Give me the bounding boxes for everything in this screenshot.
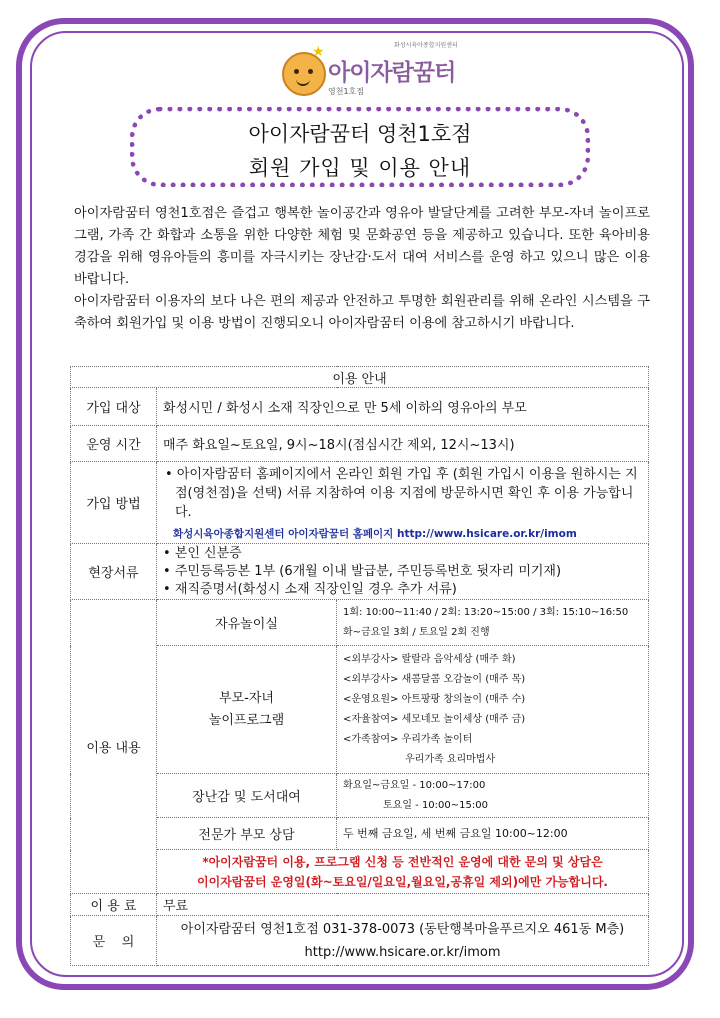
docs-item: • 재직증명서(화성시 소재 직장인일 경우 추가 서류) bbox=[163, 581, 457, 597]
fee-label: 이 용 료 bbox=[71, 894, 157, 916]
contact-cell bbox=[157, 916, 649, 966]
rental-label: 장난감 및 도서대여 bbox=[157, 774, 337, 818]
fee-value: 무료 bbox=[157, 894, 649, 916]
title-line-2: 회원 가입 및 이용 안내 bbox=[248, 156, 472, 180]
usage-label: 이용 내용 bbox=[71, 600, 157, 894]
program-label: 부모-자녀 놀이프로그램 bbox=[157, 646, 337, 774]
intro-text bbox=[74, 203, 650, 335]
docs-item: • 주민등록등본 1부 (6개월 이내 발급분, 주민등록번호 뒷자리 미기재) bbox=[163, 563, 562, 579]
title-line-1: 아이자람꿈터 영천1호점 bbox=[248, 122, 472, 146]
join-label: 가입 방법 bbox=[71, 462, 157, 544]
contact-value: 아이자람꿈터 영천1호점 031-378-0073 (동탄행복마을푸르지오 461동 M층) bbox=[180, 921, 625, 937]
notice: *아이자람꿈터 이용, 프로그램 신청 등 전반적인 운영에 대한 문의 및 상담은 이이자람꿈터 운영일(화~토요일/일요일,월요일,공휴일 제외)에만 가능합니다. bbox=[157, 850, 649, 894]
logo-tagline: 화성시육아종합지원센터 bbox=[394, 42, 458, 49]
logo-name: 아이자람꿈터 bbox=[328, 60, 456, 86]
logo bbox=[278, 40, 468, 102]
hours-value: 매주 화요일~토요일, 9시~18시(점심시간 제외, 12시~13시) bbox=[157, 426, 649, 462]
join-link[interactable]: 화성시육아종합지원센터 아이자람꿈터 홈페이지 http://www.hsicare.or.kr/imom bbox=[173, 527, 577, 540]
program-detail: <외부강사> 랄랄라 음악세상 (매주 화) <외부강사> 새콤달콤 오감놀이 (매주 목) <운영요원> 아트팡팡 창의놀이 (매주 수) <자율참여> 세모네모 놀이세상 (매주 금) <가족참여> 우리가족 놀이터 우리가족 요리마법사 bbox=[337, 646, 649, 774]
title-box bbox=[130, 107, 590, 187]
target-label: 가입 대상 bbox=[71, 388, 157, 426]
star-icon: ★ bbox=[312, 44, 325, 60]
rental-detail: 화요일~금요일 - 10:00~17:00 토요일 - 10:00~15:00 bbox=[337, 774, 649, 818]
info-table bbox=[70, 366, 649, 966]
join-cell bbox=[157, 462, 649, 544]
target-value: 화성시민 / 화성시 소재 직장인으로 만 5세 이하의 영유아의 부모 bbox=[157, 388, 649, 426]
contact-label: 문 의 bbox=[71, 916, 157, 966]
intro-paragraph-1: 아이자람꿈터 영천1호점은 즐겁고 행복한 놀이공간과 영유아 발달단계를 고려한 부모-자녀 놀이프로그램, 가족 간 화합과 소통을 위한 다양한 체험 및 문화공연 등을 제공하고 있습니다. 또한 육아비용 경감을 위해 영유아들의 흥미를 자극시키는 장난감·도서 대여 서비스를 운영 하고 있으니 많은 이용바랍니다. bbox=[74, 206, 650, 287]
hours-label: 운영 시간 bbox=[71, 426, 157, 462]
intro-paragraph-2: 아이자람꿈터 이용자의 보다 나은 편의 제공과 안전하고 투명한 회원관리를 위해 온라인 시스템을 구축하여 회원가입 및 이용 방법이 진행되오니 아이자람꿈터 이용에 참고하시기 바랍니다. bbox=[74, 294, 650, 331]
free-play-label: 자유놀이실 bbox=[157, 600, 337, 646]
docs-item: • 본인 신분증 bbox=[163, 545, 242, 561]
logo-branch: 영천1호점 bbox=[328, 87, 365, 96]
consult-label: 전문가 부모 상담 bbox=[157, 818, 337, 850]
consult-value: 두 번째 금요일, 세 번째 금요일 10:00~12:00 bbox=[337, 818, 649, 850]
docs-cell bbox=[157, 544, 649, 600]
docs-label: 현장서류 bbox=[71, 544, 157, 600]
free-play-detail: 1회: 10:00~11:40 / 2회: 13:20~15:00 / 3회: 15:10~16:50 화~금요일 3회 / 토요일 2회 진행 bbox=[337, 600, 649, 646]
table-header: 이용 안내 bbox=[71, 367, 649, 388]
contact-url[interactable]: http://www.hsicare.or.kr/imom bbox=[304, 944, 501, 960]
join-value: • 아이자람꿈터 홈페이지에서 온라인 회원 가입 후 (회원 가입시 이용을 원하시는 지점(영천점)을 선택) 서류 지참하여 이용 지점에 방문하시면 확인 후 이용 가능합니다. bbox=[165, 466, 638, 520]
